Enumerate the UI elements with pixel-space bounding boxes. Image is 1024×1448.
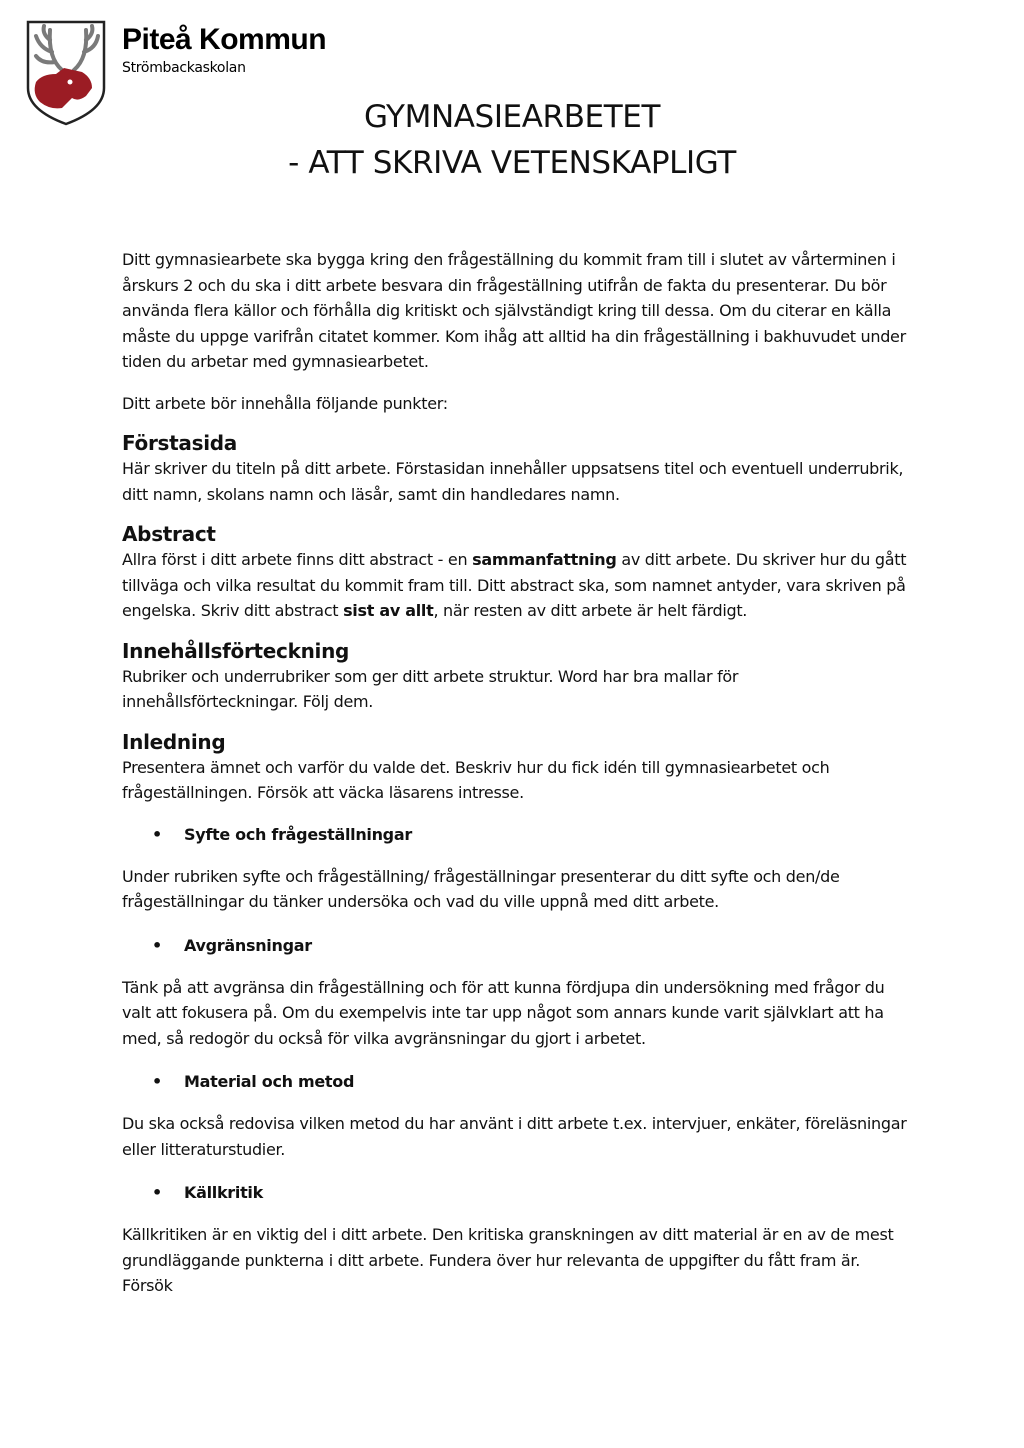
- title-line-1: GYMNASIEARBETET: [363, 99, 661, 135]
- brand-block: [122, 22, 326, 77]
- bold-run: sammanfattning: [472, 550, 617, 569]
- bullet-avgransningar-text: Tänk på att avgränsa din frågeställning och för att kunna fördjupa din undersökning med frågor du valt att fokusera på. Om du exempelvis inte tar upp något som annars kunde varit självklart att ha med, så redogör du också för vilka avgränsningar du gjort i arbetet.: [122, 977, 885, 1048]
- document-body: [122, 247, 912, 1299]
- intro-paragraph: Ditt gymnasiearbete ska bygga kring den frågeställning du kommit fram till i slutet av vårterminen i årskurs 2 och du ska i ditt arbete besvara din frågeställning utifrån de fakta du presenterar. Du bör använda flera källor och förhålla dig kritiskt och självständigt kring till dessa. Om du citerar en källa måste du uppge varifrån citatet kommer. Kom ihåg att alltid ha din frågeställning i bakhuvudet under tiden du arbetar med gymnasiearbetet.: [122, 250, 906, 371]
- bullet-syfte-text: Under rubriken syfte och frågeställning/ frågeställningar presenterar du ditt syfte och den/de frågeställningar du tänker undersöka och vad du ville uppnå med ditt arbete.: [122, 866, 840, 911]
- bullet-label: Syfte och frågeställningar: [184, 824, 412, 844]
- section-forstasida: [122, 430, 912, 507]
- section-text: [122, 547, 912, 624]
- text-run: Allra först i ditt arbete finns ditt abstract - en: [122, 550, 473, 569]
- section-text: Här skriver du titeln på ditt arbete. Förstasidan innehåller uppsatsens titel och eventuell underrubrik, ditt namn, skolans namn och läsår, samt din handledares namn.: [122, 459, 904, 504]
- section-inledning: [122, 729, 912, 806]
- section-text: Rubriker och underrubriker som ger ditt arbete struktur. Word har bra mallar för innehållsförteckningar. Följ dem.: [122, 666, 739, 711]
- bullet-dot: •: [152, 824, 162, 844]
- bullet-material-text: Du ska också redovisa vilken metod du har använt i ditt arbete t.ex. intervjuer, enkäter, föreläsningar eller litteraturstudier.: [122, 1114, 907, 1159]
- section-innehall: [122, 638, 912, 715]
- bullet-avgransningar: [122, 933, 912, 959]
- section-heading: Innehållsförteckning: [122, 638, 350, 663]
- bullet-label: Källkritik: [184, 1183, 263, 1202]
- section-text: Presentera ämnet och varför du valde det. Beskriv hur du fick idén till gymnasiearbetet och frågeställningen. Försök att väcka läsarens intresse.: [122, 757, 830, 802]
- document-title: [0, 94, 1024, 186]
- title-line-2: - ATT SKRIVA VETENSKAPLIGT: [288, 145, 736, 181]
- text-run: , när resten av ditt arbete är helt färdigt.: [433, 601, 748, 620]
- section-heading: Inledning: [122, 729, 226, 754]
- bullet-material: [122, 1069, 912, 1095]
- section-abstract: [122, 521, 912, 624]
- bullet-kallkritik-text: Källkritiken är en viktig del i ditt arbete. Den kritiska granskningen av ditt material är en av de mest grundläggande punkterna i ditt arbete. Fundera över hur relevanta de uppgifter du fått fram är. Försök: [122, 1225, 894, 1295]
- bullet-kallkritik: [122, 1180, 912, 1206]
- bullet-dot: •: [152, 935, 162, 955]
- bullet-syfte: [122, 822, 912, 848]
- bold-run: sist av allt: [343, 601, 434, 620]
- section-heading: Abstract: [122, 522, 216, 546]
- section-heading: Förstasida: [122, 431, 237, 455]
- organization-name: Piteå Kommun: [122, 23, 327, 56]
- school-name: Strömbackaskolan: [122, 60, 246, 76]
- bullet-dot: •: [152, 1183, 162, 1202]
- text-run: av ditt arbete. Du skriver hur du gått tillväga och vilka resultat du kommit fram till. Ditt abstract ska, som namnet antyder, vara skriven på engelska. Skriv ditt abstract: [122, 550, 907, 620]
- bullet-dot: •: [152, 1072, 162, 1091]
- bullet-label: Avgränsningar: [184, 935, 312, 955]
- bullet-label: Material och metod: [184, 1072, 355, 1091]
- lead-paragraph: Ditt arbete bör innehålla följande punkter:: [122, 393, 448, 413]
